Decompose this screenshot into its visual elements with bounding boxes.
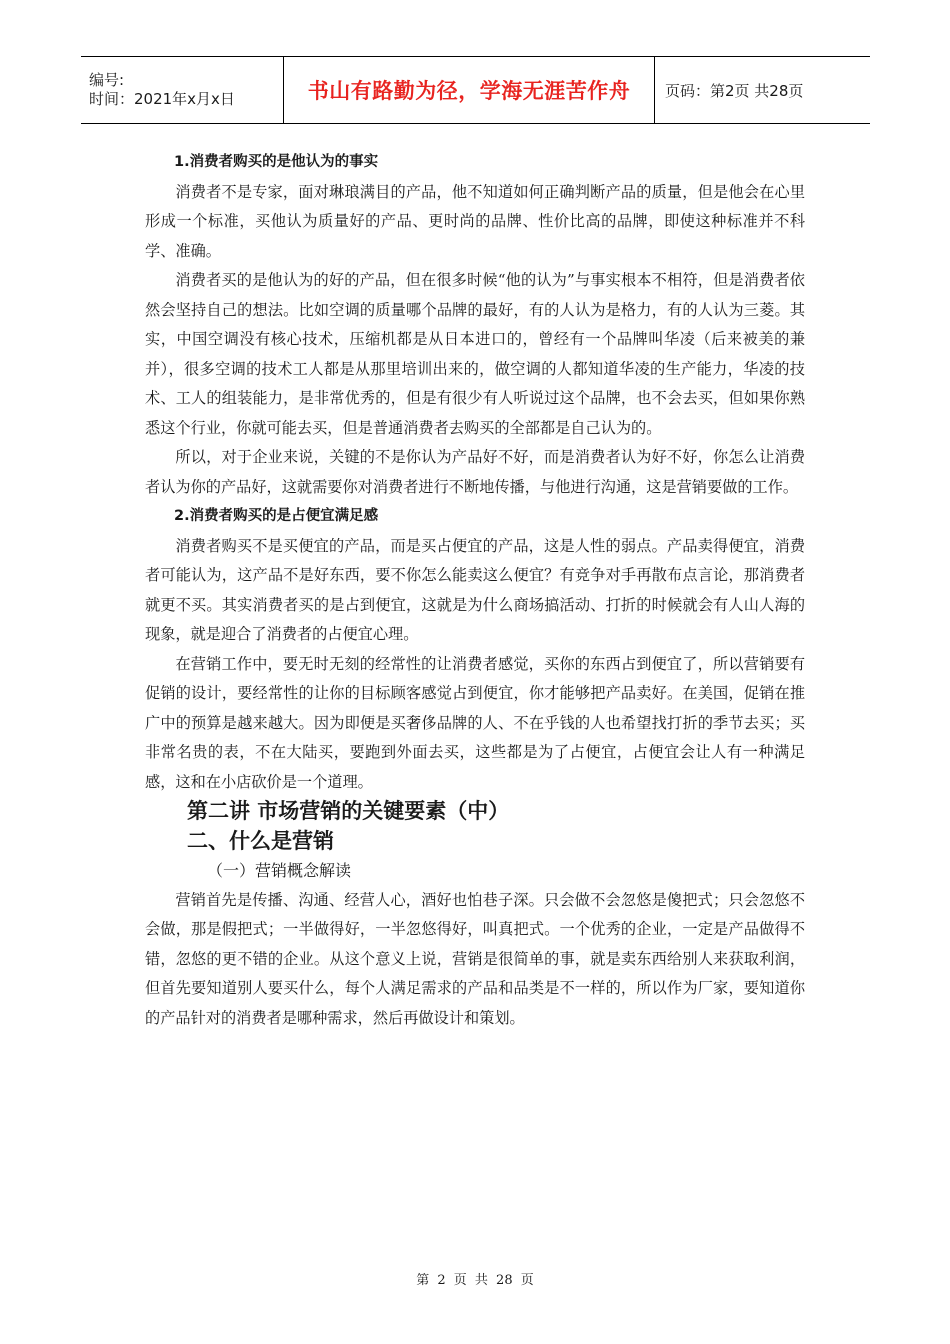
page-header <box>81 56 870 124</box>
section-heading: （一）营销概念解读 <box>207 861 352 880</box>
document-body <box>145 148 805 1033</box>
paragraph: 所以，对于企业来说，关键的不是你认为产品好不好，而是消费者认为好不好，你怎么让消费者认为你的产品好，这就需要你对消费者进行不断地传播，与他进行沟通，这是营销要做的工作。 <box>145 448 805 496</box>
paragraph: 消费者不是专家，面对琳琅满目的产品，他不知道如何正确判断产品的质量，但是他会在心里形成一个标准，买他认为质量好的产品、更时尚的品牌、性价比高的品牌，即使这种标准并不科学、准确。 <box>145 182 805 260</box>
subsection-heading-2: 2.消费者购买的是占便宜满足感 <box>174 508 379 524</box>
header-page-info: 页码：第2页 共28页 <box>665 81 804 100</box>
header-motto: 书山有路勤为径，学海无涯苦作舟 <box>307 79 631 103</box>
paragraph: 在营销工作中，要无时无刻的经常性的让消费者感觉，买你的东西占到便宜了，所以营销要有促销的设计，要经常性的让你的目标顾客感觉占到便宜，你才能够把产品卖好。在美国，促销在推广中的预算是越来越大。因为即便是买奢侈品牌的人、不在乎钱的人也希望找打折的季节去买；买非常名贵的表，不在大陆买，要跑到外面去买，这些都是为了占便宜，占便宜会让人有一种满足感，这和在小店砍价是一个道理。 <box>145 654 805 791</box>
paragraph: 消费者买的是他认为的好的产品，但在很多时候“他的认为”与事实根本不相符，但是消费者依然会坚持自己的想法。比如空调的质量哪个品牌的最好，有的人认为是格力，有的人认为三菱。其实，中国空调没有核心技术，压缩机都是从日本进口的，曾经有一个品牌叫华凌（后来被美的兼并），很多空调的技术工人都是从那里培训出来的，做空调的人都知道华凌的生产能力，华凌的技术、工人的组装能力，是非常优秀的，但是有很少有人听说过这个品牌，也不会去买，但如果你熟悉这个行业，你就可能去买，但是普通消费者去购买的全部都是自己认为的。 <box>145 271 805 437</box>
paragraph: 消费者购买不是买便宜的产品，而是买占便宜的产品，这是人性的弱点。产品卖得便宜，消费者可能认为，这产品不是好东西，要不你怎么能卖这么便宜？有竞争对手再散布点言论，那消费者就更不买。其实消费者买的是占到便宜，这就是为什么商场搞活动、打折的时候就会有人山人海的现象，就是迎合了消费者的占便宜心理。 <box>145 536 805 643</box>
page-footer: 第 2 页 共 28 页 <box>416 1273 534 1288</box>
paragraph: 营销首先是传播、沟通、经营人心，酒好也怕巷子深。只会做不会忽悠是傻把式；只会忽悠不会做，那是假把式；一半做得好，一半忽悠得好，叫真把式。一个优秀的企业，一定是产品做得不错，忽悠的更不错的企业。从这个意义上说，营销是很简单的事，就是卖东西给别人来获取利润，但首先要知道别人要买什么，每个人满足需求的产品和品类是不一样的，所以作为厂家，要知道你的产品针对的消费者是哪种需求，然后再做设计和策划。 <box>145 890 805 1027</box>
lecture-title: 第二讲 市场营销的关键要素（中） <box>187 799 510 823</box>
document-number-label: 编号: <box>89 71 125 89</box>
header-meta <box>81 57 283 123</box>
chapter-title: 二、什么是营销 <box>187 828 334 853</box>
subsection-heading-1: 1.消费者购买的是他认为的事实 <box>174 154 379 170</box>
document-date: 时间：2021年x月x日 <box>89 90 235 108</box>
header-motto-cell <box>283 57 655 123</box>
